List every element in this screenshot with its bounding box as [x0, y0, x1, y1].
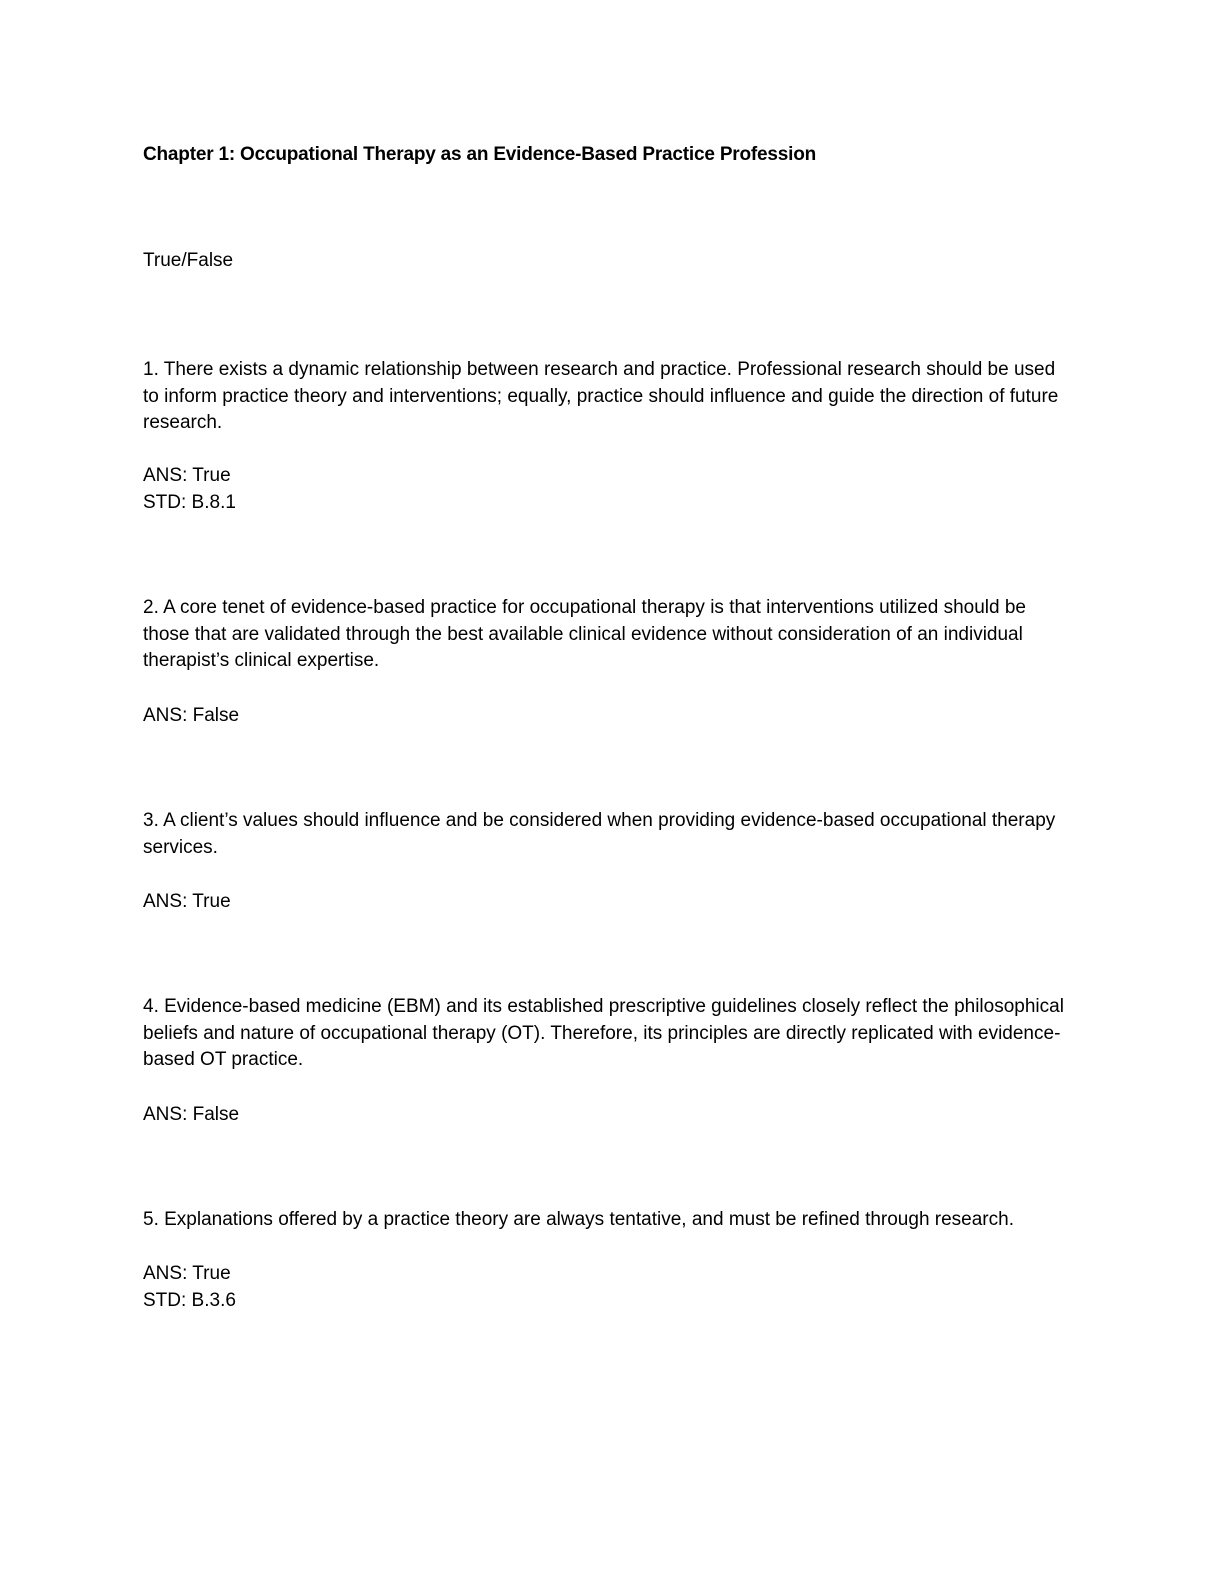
question-1-answer-block — [143, 462, 236, 516]
question-2-answer-block — [143, 702, 239, 729]
question-1-standard: STD: B.8.1 — [143, 492, 236, 513]
question-3-answer-block — [143, 888, 231, 915]
question-4-answer: ANS: False — [143, 1104, 240, 1125]
section-heading: True/False — [143, 250, 234, 271]
question-5-answer: ANS: True — [143, 1263, 231, 1284]
question-2-answer: ANS: False — [143, 705, 240, 726]
question-5-standard: STD: B.3.6 — [143, 1290, 236, 1311]
question-2-text: 2. A core tenet of evidence-based practice for occupational therapy is that interventions utilized should be those that are validated through the best available clinical evidence without consideration of an individual therapist’s clinical expertise. — [143, 597, 1026, 671]
question-4-answer-block — [143, 1101, 239, 1128]
question-5-answer-block — [143, 1260, 236, 1314]
question-4-text: 4. Evidence-based medicine (EBM) and its established prescriptive guidelines closely reflect the philosophical beliefs and nature of occupational therapy (OT). Therefore, its principles are directly replicated with evidence-based OT practice. — [143, 996, 1064, 1070]
question-3-answer: ANS: True — [143, 891, 231, 912]
question-5-text: 5. Explanations offered by a practice theory are always tentative, and must be refined through research. — [143, 1209, 1014, 1230]
question-1-answer: ANS: True — [143, 465, 231, 486]
question-1-text: 1. There exists a dynamic relationship between research and practice. Professional research should be used to inform practice theory and interventions; equally, practice should influence and guide the direction of future research. — [143, 359, 1059, 433]
chapter-title: Chapter 1: Occupational Therapy as an Evidence-Based Practice Profession — [143, 144, 817, 165]
question-3-text: 3. A client’s values should influence and be considered when providing evidence-based occupational therapy services. — [143, 810, 1056, 858]
